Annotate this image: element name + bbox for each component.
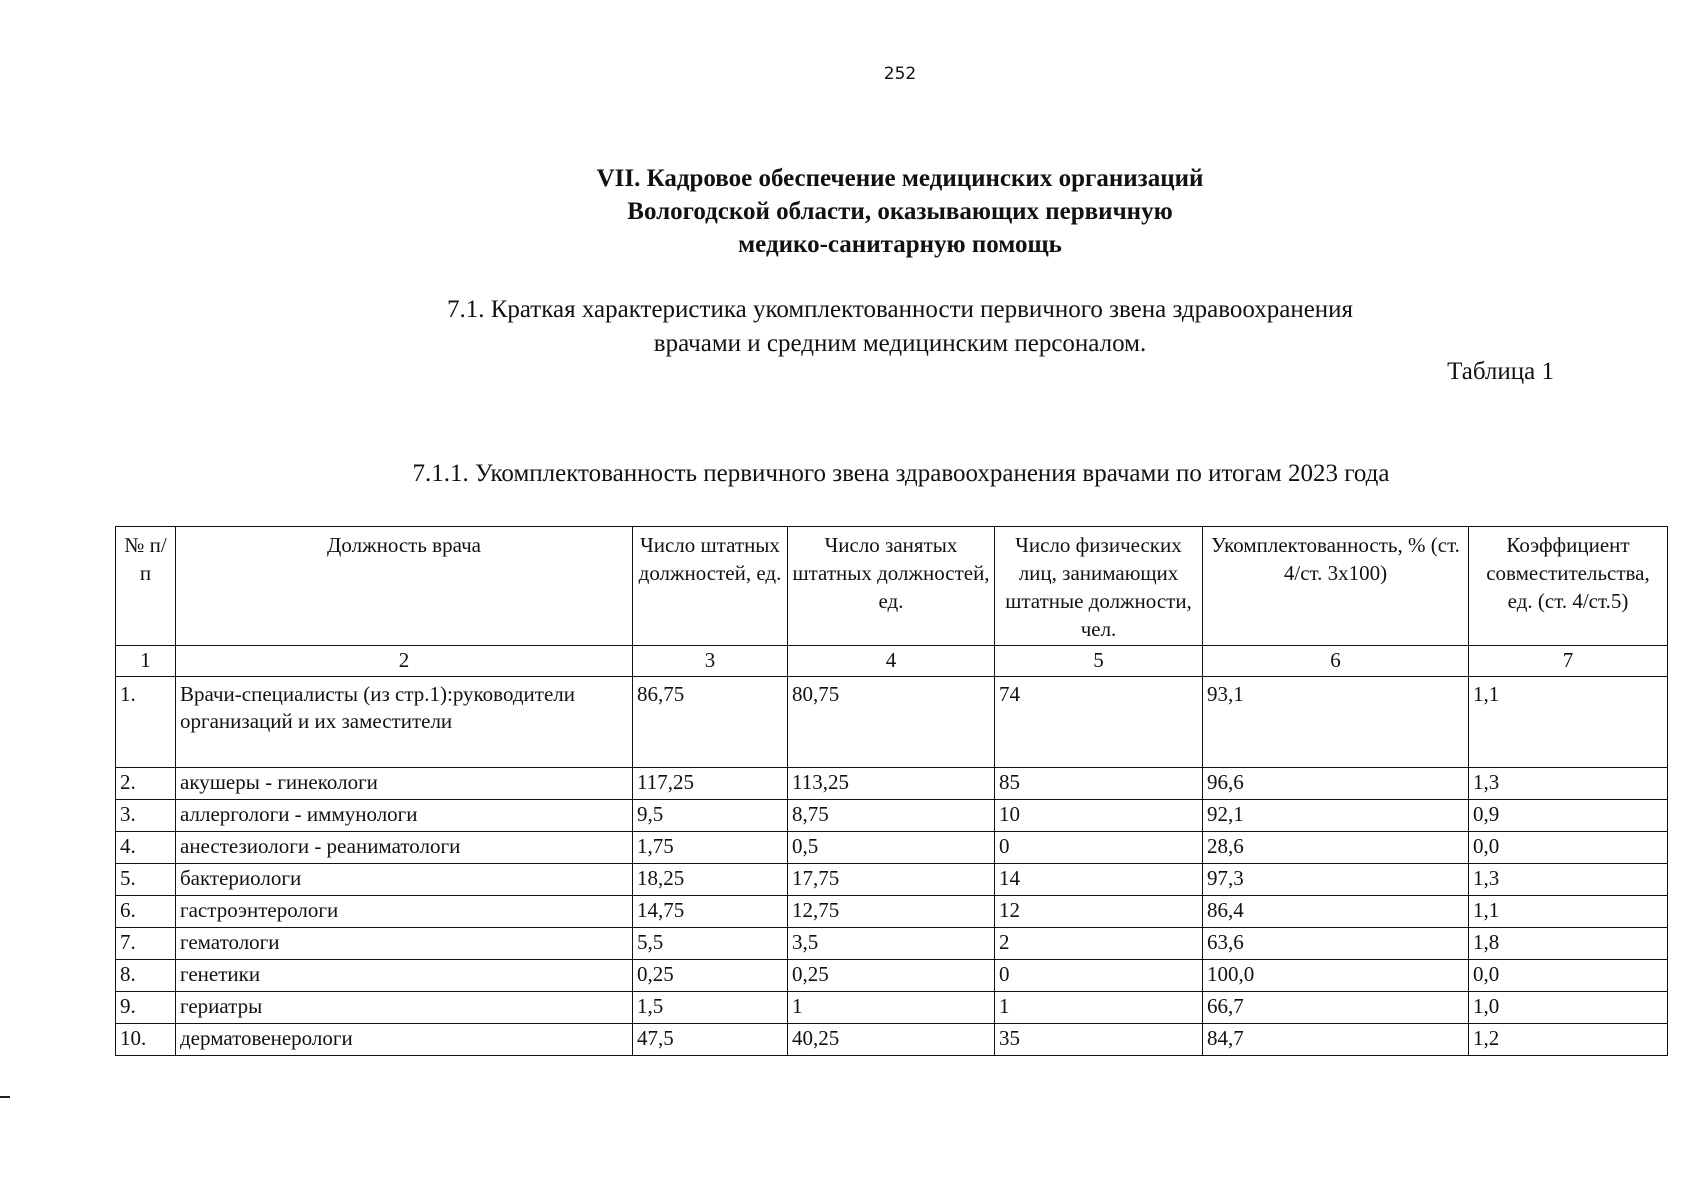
value-cell: 47,5 [633,1024,788,1056]
value-cell: 1,3 [1469,864,1668,896]
value-cell: 10 [995,800,1203,832]
row-number-cell: 3. [116,800,176,832]
value-cell: 63,6 [1203,928,1469,960]
value-cell: 40,25 [788,1024,995,1056]
value-cell: 0,0 [1469,960,1668,992]
table-caption: 7.1.1. Укомплектованность первичного звена здравоохранения врачами по итогам 2023 года [412,460,1390,487]
value-cell: 66,7 [1203,992,1469,1024]
value-cell: 0 [995,832,1203,864]
column-number: 5 [995,646,1203,677]
row-number-cell: 2. [116,768,176,800]
table-row [116,800,1668,832]
column-number: 2 [176,646,633,677]
table-row [116,896,1668,928]
value-cell: 8,75 [788,800,995,832]
row-number-cell: 4. [116,832,176,864]
value-cell: 1,1 [1469,896,1668,928]
value-cell: 1,75 [633,832,788,864]
position-cell: гематологи [176,928,633,960]
value-cell: 113,25 [788,768,995,800]
value-cell: 1,1 [1469,677,1668,768]
value-cell: 92,1 [1203,800,1469,832]
value-cell: 0,9 [1469,800,1668,832]
position-cell: дерматовенерологи [176,1024,633,1056]
value-cell: 0,25 [788,960,995,992]
value-cell: 117,25 [633,768,788,800]
row-number-cell: 7. [116,928,176,960]
position-cell: гериатры [176,992,633,1024]
value-cell: 2 [995,928,1203,960]
table-row [116,992,1668,1024]
value-cell: 14,75 [633,896,788,928]
value-cell: 9,5 [633,800,788,832]
row-number-cell: 6. [116,896,176,928]
value-cell: 1 [995,992,1203,1024]
section-heading-line: медико-санитарную помощь [738,231,1062,258]
row-number-cell: 10. [116,1024,176,1056]
column-header: Число занятых штатных должностей, ед. [788,527,995,646]
value-cell: 0,25 [633,960,788,992]
column-number: 6 [1203,646,1469,677]
table-label: Таблица 1 [1447,358,1554,385]
value-cell: 93,1 [1203,677,1469,768]
value-cell: 12 [995,896,1203,928]
table-row [116,864,1668,896]
column-header: № п/п [116,527,176,646]
column-header: Должность врача [176,527,633,646]
column-header: Укомплектованность, % (ст. 4/ст. 3х100) [1203,527,1469,646]
value-cell: 86,4 [1203,896,1469,928]
row-number-cell: 5. [116,864,176,896]
value-cell: 1,8 [1469,928,1668,960]
value-cell: 84,7 [1203,1024,1469,1056]
table-row [116,677,1668,768]
value-cell: 86,75 [633,677,788,768]
table-row [116,928,1668,960]
value-cell: 1,5 [633,992,788,1024]
value-cell: 80,75 [788,677,995,768]
subsection-heading [0,293,1697,361]
position-cell: бактериологи [176,864,633,896]
position-cell: Врачи-специалисты (из стр.1):руководители организаций и их заместители [176,677,633,768]
row-number-cell: 9. [116,992,176,1024]
value-cell: 1,2 [1469,1024,1668,1056]
section-heading [0,162,1697,261]
column-number: 4 [788,646,995,677]
table-header-row [116,527,1668,646]
value-cell: 17,75 [788,864,995,896]
column-header: Коэффициент совместительства, ед. (ст. 4/ст.5) [1469,527,1668,646]
position-cell: акушеры - гинекологи [176,768,633,800]
position-cell: генетики [176,960,633,992]
value-cell: 12,75 [788,896,995,928]
position-cell: гастроэнтерологи [176,896,633,928]
value-cell: 0 [995,960,1203,992]
page-number: 252 [883,64,917,84]
column-number: 1 [116,646,176,677]
value-cell: 74 [995,677,1203,768]
column-number: 7 [1469,646,1668,677]
column-number: 3 [633,646,788,677]
value-cell: 97,3 [1203,864,1469,896]
value-cell: 3,5 [788,928,995,960]
value-cell: 1 [788,992,995,1024]
section-heading-line: Вологодской области, оказывающих первичную [627,198,1173,225]
value-cell: 5,5 [633,928,788,960]
position-cell: анестезиологи - реаниматологи [176,832,633,864]
table-row [116,768,1668,800]
value-cell: 14 [995,864,1203,896]
margin-mark [0,1096,10,1098]
table-row [116,1024,1668,1056]
subsection-heading-line: 7.1. Краткая характеристика укомплектованности первичного звена здравоохранения [446,296,1354,323]
subsection-heading-line: врачами и средним медицинским персоналом. [653,330,1147,357]
value-cell: 85 [995,768,1203,800]
staffing-table [115,526,1668,1056]
value-cell: 0,5 [788,832,995,864]
column-number-row [116,646,1668,677]
table-row [116,832,1668,864]
row-number-cell: 1. [116,677,176,768]
value-cell: 1,0 [1469,992,1668,1024]
value-cell: 18,25 [633,864,788,896]
value-cell: 35 [995,1024,1203,1056]
column-header: Число штатных должностей, ед. [633,527,788,646]
section-heading-line: VII. Кадровое обеспечение медицинских организаций [596,165,1204,192]
value-cell: 1,3 [1469,768,1668,800]
table-row [116,960,1668,992]
table-body [116,677,1668,1056]
value-cell: 100,0 [1203,960,1469,992]
value-cell: 0,0 [1469,832,1668,864]
position-cell: аллергологи - иммунологи [176,800,633,832]
value-cell: 96,6 [1203,768,1469,800]
value-cell: 28,6 [1203,832,1469,864]
row-number-cell: 8. [116,960,176,992]
column-header: Число физических лиц, занимающих штатные должности, чел. [995,527,1203,646]
